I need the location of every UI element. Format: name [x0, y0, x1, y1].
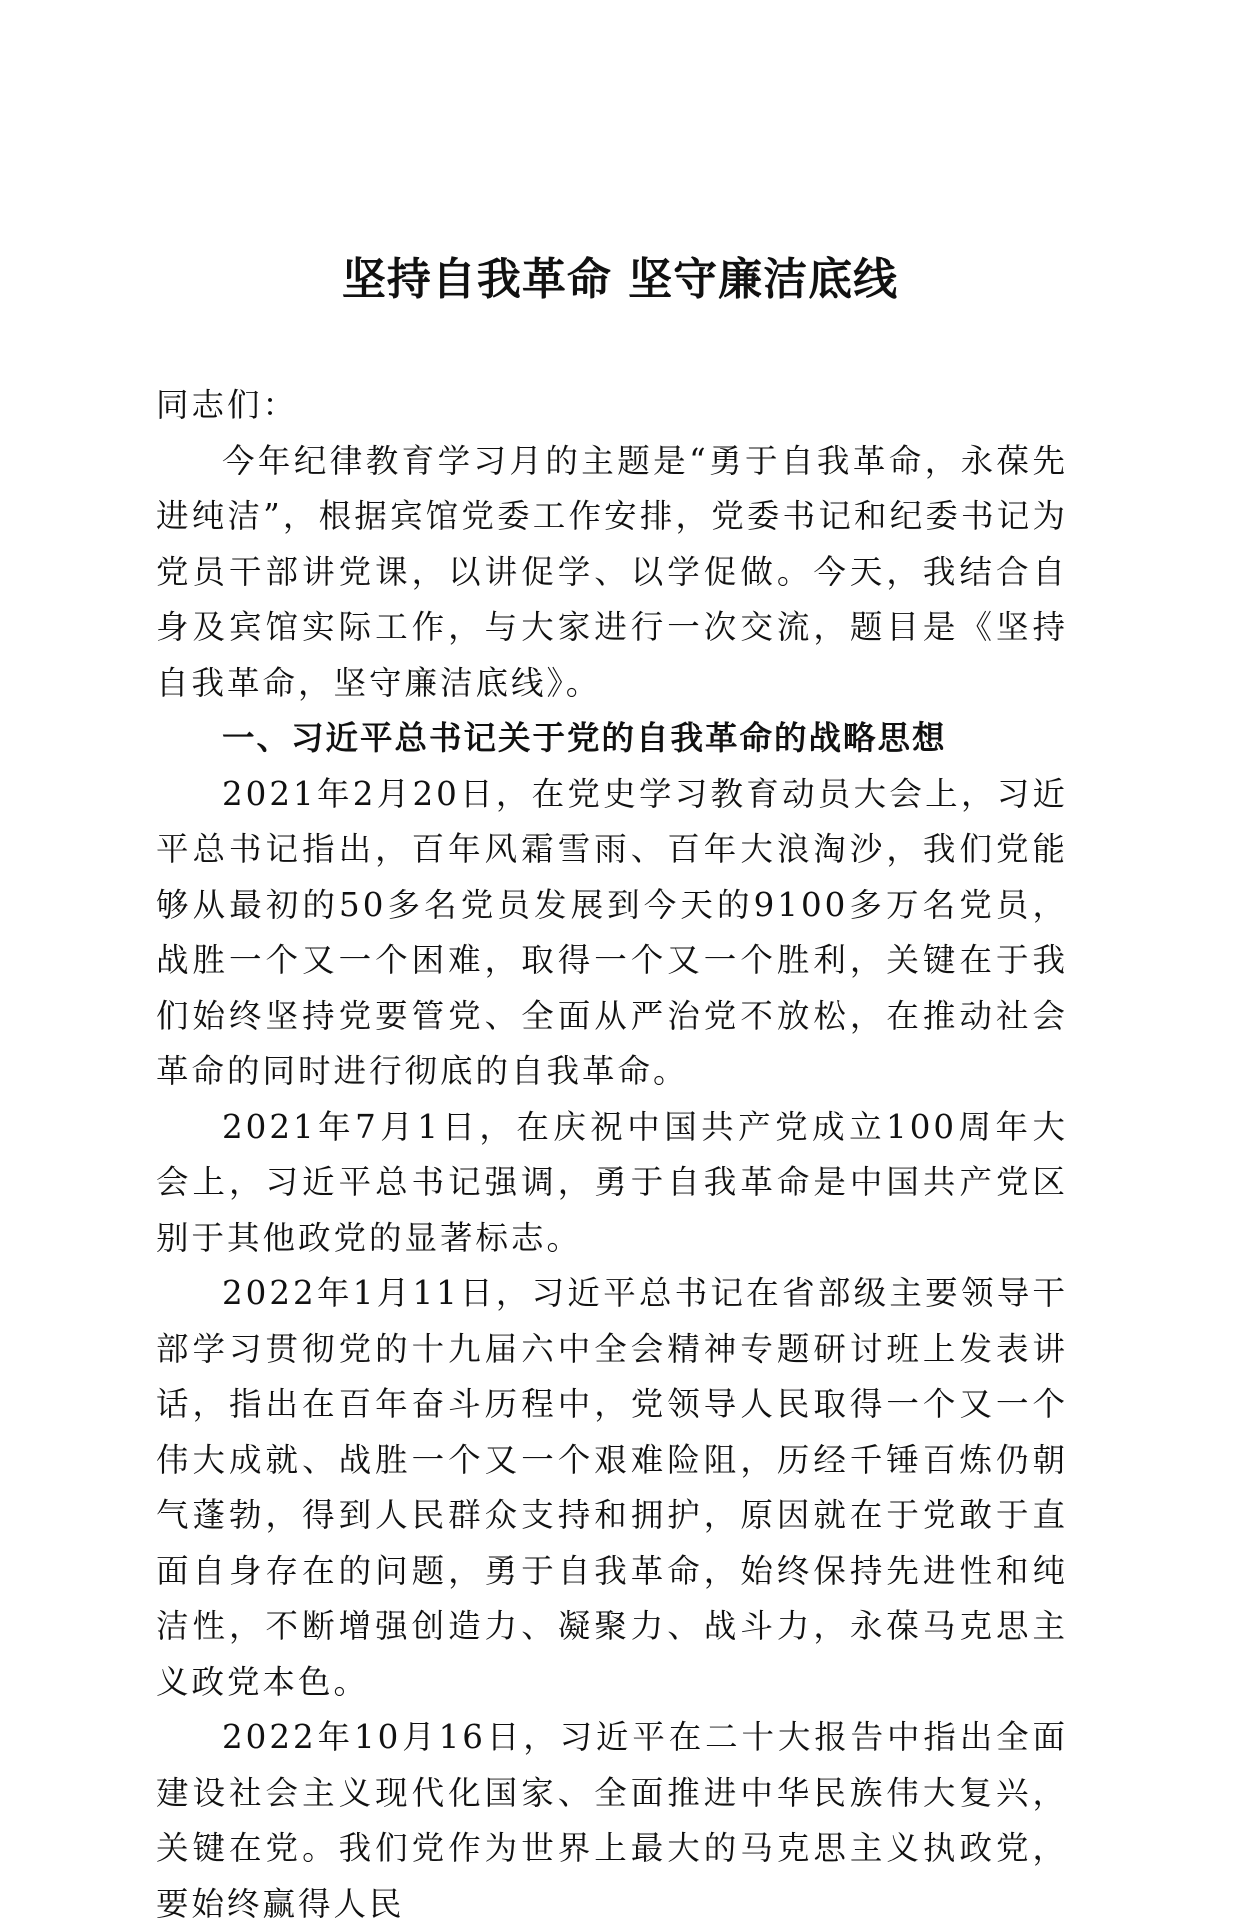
paragraph-intro: 今年纪律教育学习月的主题是“勇于自我革命，永葆先进纯洁”，根据宾馆党委工作安排，党委书记和纪委书记为党员干部讲党课，以讲促学、以学促做。今天，我结合自身及宾馆实际工作，与大家进行一次交流，题目是《坚持自我革命，坚守廉洁底线》。: [156, 441, 1068, 702]
paragraph-2021-07-01: 2021年7月1日，在庆祝中国共产党成立100周年大会上，习近平总书记强调，勇于自我革命是中国共产党区别于其他政党的显著标志。: [156, 1107, 1068, 1257]
paragraph-2022-10-16: 2022年10月16日，习近平在二十大报告中指出全面建设社会主义现代化国家、全面推进中华民族伟大复兴，关键在党。我们党作为世界上最大的马克思主义执政党，要始终赢得人民: [156, 1718, 1068, 1923]
salutation: 同志们：: [156, 386, 299, 424]
section-heading-1: 一、习近平总书记关于党的自我革命的战略思想: [222, 719, 947, 757]
document-body: [156, 378, 1068, 1932]
document-title: 坚持自我革命 坚守廉洁底线: [341, 254, 899, 305]
paragraph-2021-02-20: 2021年2月20日，在党史学习教育动员大会上，习近平总书记指出，百年风霜雪雨、百年大浪淘沙，我们党能够从最初的50多名党员发展到今天的9100多万名党员，战胜一个又一个困难，取得一个又一个胜利，关键在于我们始终坚持党要管党、全面从严治党不放松，在推动社会革命的同时进行彻底的自我革命。: [156, 774, 1068, 1090]
paragraph-2022-01-11: 2022年1月11日，习近平总书记在省部级主要领导干部学习贯彻党的十九届六中全会精神专题研讨班上发表讲话，指出在百年奋斗历程中，党领导人民取得一个又一个伟大成就、战胜一个又一个艰难险阻，历经千锤百炼仍朝气蓬勃，得到人民群众支持和拥护，原因就在于党敢于直面自身存在的问题，勇于自我革命，始终保持先进性和纯洁性，不断增强创造力、凝聚力、战斗力，永葆马克思主义政党本色。: [156, 1274, 1068, 1701]
